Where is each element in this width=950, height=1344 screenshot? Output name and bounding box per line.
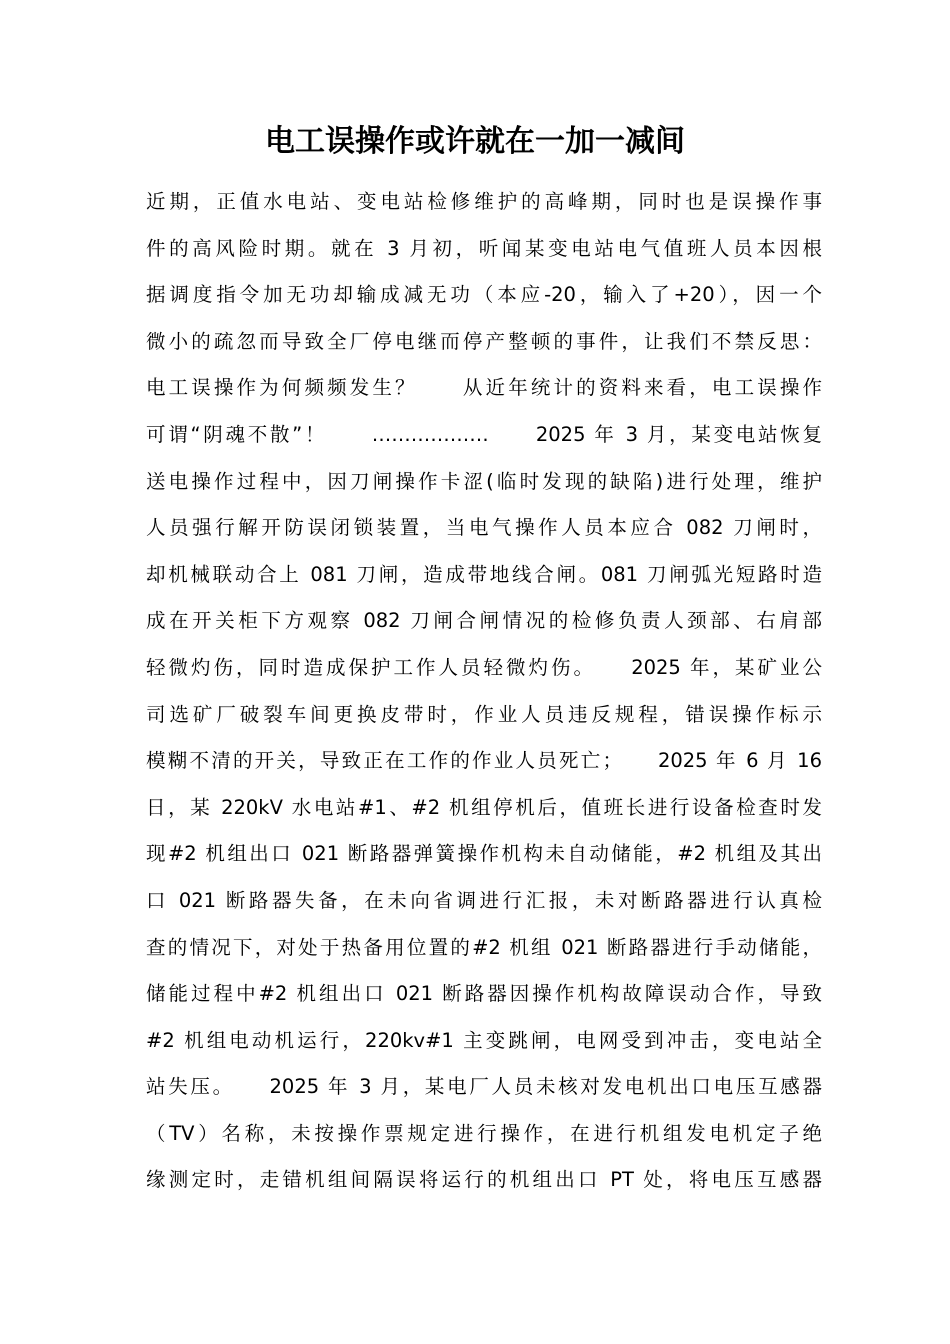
text-line: 近期，正值水电站、变电站检修维护的高峰期，同时也是误操作事 (146, 190, 822, 213)
text-line: 电工误操作为何频频发生？ 从近年统计的资料来看，电工误操作 (146, 376, 822, 400)
text-line: 却机械联动合上 081 刀闸，造成带地线合闸。081 刀闸弧光短路时造 (146, 562, 822, 586)
text-line: （TV）名称，未按操作票规定进行操作，在进行机组发电机定子绝 (146, 1121, 822, 1145)
text-line: 日，某 220kV 水电站#1、#2 机组停机后，值班长进行设备检查时发 (146, 795, 822, 819)
text-line: 件的高风险时期。就在 3 月初，听闻某变电站电气值班人员本因根 (146, 236, 822, 260)
text-line: 据调度指令加无功却输成减无功（本应-20，输入了+20），因一个 (146, 283, 822, 307)
text-line: 可谓“阴魂不散”！ ……………… 2025 年 3 月，某变电站恢复 (146, 422, 822, 446)
document-title: 电工误操作或许就在一加一减间 (265, 124, 685, 159)
text-line: 现#2 机组出口 021 断路器弹簧操作机构未自动储能，#2 机组及其出 (146, 842, 822, 866)
text-line: 储能过程中#2 机组出口 021 断路器因操作机构故障误动合作，导致 (146, 982, 822, 1006)
text-line: 查的情况下，对处于热备用位置的#2 机组 021 断路器进行手动储能， (146, 935, 822, 959)
text-line: 模糊不清的开关，导致正在工作的作业人员死亡； 2025 年 6 月 16 (146, 749, 822, 773)
text-line: 微小的疏忽而导致全厂停电继而停产整顿的事件，让我们不禁反思： (146, 329, 822, 353)
text-line: 站失压。 2025 年 3 月，某电厂人员未核对发电机出口电压互感器 (146, 1075, 822, 1099)
text-line: 人员强行解开防误闭锁装置，当电气操作人员本应合 082 刀闸时， (146, 516, 822, 540)
text-line: 成在开关柜下方观察 082 刀闸合闸情况的检修负责人颈部、右肩部 (146, 609, 822, 633)
text-line: 口 021 断路器失备，在未向省调进行汇报，未对断路器进行认真检 (146, 888, 822, 912)
text-line: #2 机组电动机运行，220kv#1 主变跳闸，电网受到冲击，变电站全 (146, 1028, 822, 1052)
document-body (146, 182, 822, 1207)
text-line: 轻微灼伤，同时造成保护工作人员轻微灼伤。 2025 年，某矿业公 (146, 655, 822, 679)
text-line: 送电操作过程中，因刀闸操作卡涩(临时发现的缺陷)进行处理，维护 (146, 469, 822, 493)
text-line: 缘测定时，走错机组间隔误将运行的机组出口 PT 处，将电压互感器 (146, 1168, 822, 1192)
text-line: 司选矿厂破裂车间更换皮带时，作业人员违反规程，错误操作标示 (146, 702, 822, 726)
